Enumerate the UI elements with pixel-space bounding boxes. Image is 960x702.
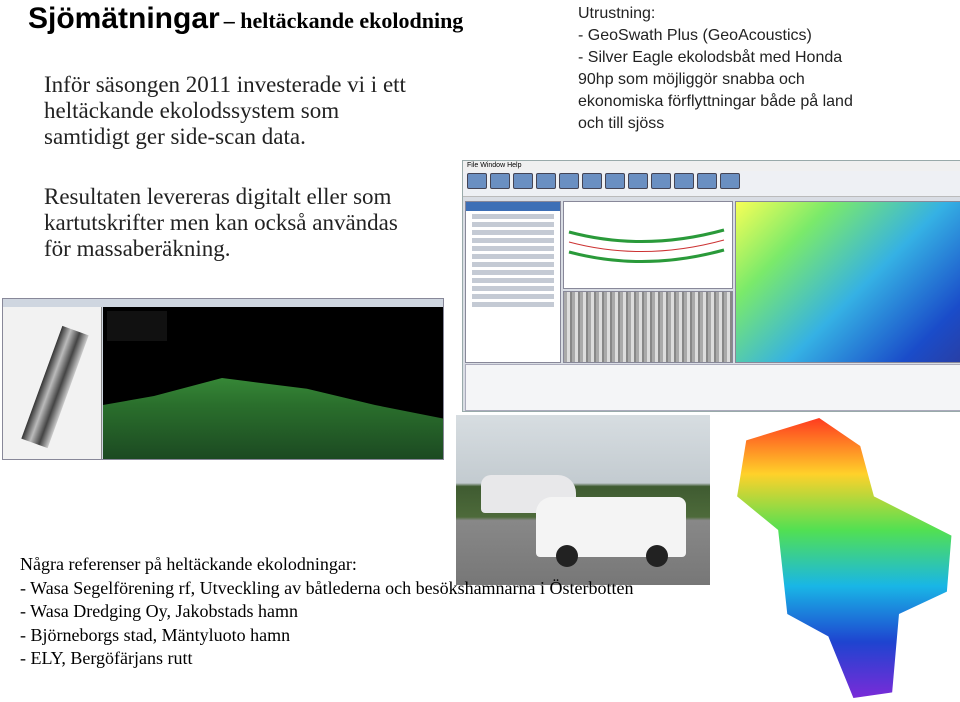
toolbar-icon: [651, 173, 671, 189]
title-sub: – heltäckande ekolodning: [223, 8, 464, 33]
info-box: [107, 311, 167, 341]
reference-item: - Wasa Dredging Oy, Jakobstads hamn: [20, 601, 298, 621]
title-main: Sjömätningar: [28, 2, 220, 35]
3d-scene: [103, 307, 443, 459]
equipment-list: [578, 3, 948, 135]
intro-line: heltäckande ekolodssystem som: [44, 98, 340, 123]
toolbar-icon: [536, 173, 556, 189]
intro-line: för massaberäkning.: [44, 236, 231, 261]
reference-item: - Wasa Segelförening rf, Utveckling av båtlederna och besökshamnarna i Österbotten: [20, 577, 634, 598]
survey-manager-panel: [465, 201, 561, 363]
3d-visualization: [2, 298, 444, 460]
reference-item: - Björneborgs stad, Mäntyluoto hamn: [20, 624, 291, 645]
toolbar-icon: [628, 173, 648, 189]
toolbar-icon: [559, 173, 579, 189]
software-screenshot: [462, 160, 960, 412]
toolbar-icon: [720, 173, 740, 189]
references: [20, 553, 780, 671]
references-heading: Några referenser på heltäckande ekolodningar:: [20, 554, 357, 574]
sidescan-strip: [21, 326, 88, 448]
equipment-line: ekonomiska förflyttningar både på land: [578, 93, 853, 110]
software-menubar: File Window Help: [463, 161, 960, 171]
intro-line: samtidigt ger side-scan data.: [44, 124, 306, 149]
intro-line: kartutskrifter men kan också användas: [44, 210, 398, 235]
sidescan-panel: [563, 291, 733, 363]
toolbar-icon: [697, 173, 717, 189]
toolbar-icon: [490, 173, 510, 189]
toolbar-icon: [513, 173, 533, 189]
toolbar-icon: [582, 173, 602, 189]
intro-line: Resultaten levereras digitalt eller som: [44, 184, 392, 209]
coverage-panel: [735, 201, 960, 363]
depth-panel: [563, 201, 733, 289]
equipment-line: 90hp som möjliggör snabba och: [578, 71, 805, 88]
reference-item: - ELY, Bergöfärjans rutt: [20, 648, 193, 668]
intro-paragraph-1: [44, 72, 464, 150]
mosaic-panel: [3, 307, 102, 459]
equipment-line: - GeoSwath Plus (GeoAcoustics): [578, 27, 812, 44]
depth-profile-graphic: [564, 202, 732, 288]
toolbar-icon: [674, 173, 694, 189]
toolbar-icon: [467, 173, 487, 189]
status-panel: [465, 364, 960, 411]
intro-paragraph-2: [44, 184, 464, 262]
intro-line: Inför säsongen 2011 investerade vi i ett: [44, 72, 406, 97]
equipment-line: - Silver Eagle ekolodsbåt med Honda: [578, 49, 843, 66]
toolbar-icon: [605, 173, 625, 189]
software-toolbar: [463, 171, 960, 197]
equipment-line: och till sjöss: [578, 115, 665, 132]
seafloor-terrain: [103, 369, 443, 459]
equipment-heading: Utrustning:: [578, 5, 656, 22]
page-title: [28, 2, 463, 36]
